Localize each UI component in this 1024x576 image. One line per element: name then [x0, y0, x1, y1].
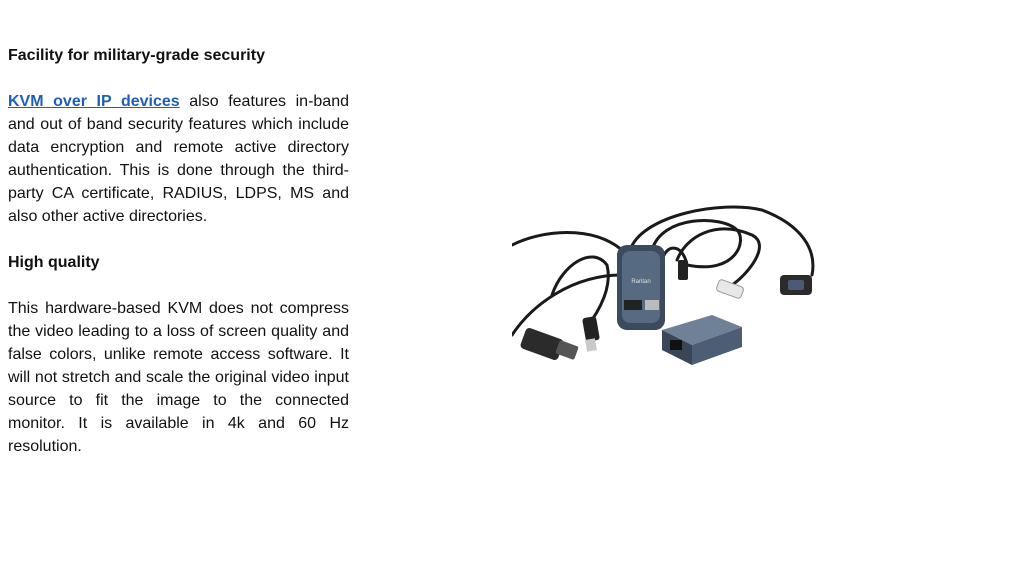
paragraph-security-body: also features in-band and out of band security features which include data encryption and remote active directory authentication. This is done through the third-party CA certificate, RADIUS, LDPS, MS and also other active directories. — [8, 93, 349, 225]
heading-security: Facility for military-grade security — [8, 47, 265, 64]
kvm-box — [662, 315, 742, 365]
heading-quality: High quality — [8, 254, 100, 271]
vga-connector-left — [519, 327, 578, 361]
kvm-over-ip-link[interactable]: KVM over IP devices — [8, 93, 180, 110]
paragraph-quality: This hardware-based KVM does not compress the video leading to a loss of screen quality and false colors, unlike remote access software. It will not stretch and scale the original video input source to fit the image to the connected monitor. It is available in 4k and 60 Hz resolution. — [8, 300, 349, 455]
article-text — [8, 44, 349, 481]
kvm-device-image — [512, 205, 822, 375]
vga-connector-right — [780, 275, 812, 295]
dongle-label: Raritan — [631, 279, 651, 285]
usb-plug-black — [678, 260, 688, 280]
usb-plug-white — [716, 279, 745, 299]
usb-plug-left — [582, 316, 600, 352]
paragraph-security — [8, 90, 349, 228]
kvm-dongle — [617, 245, 665, 330]
